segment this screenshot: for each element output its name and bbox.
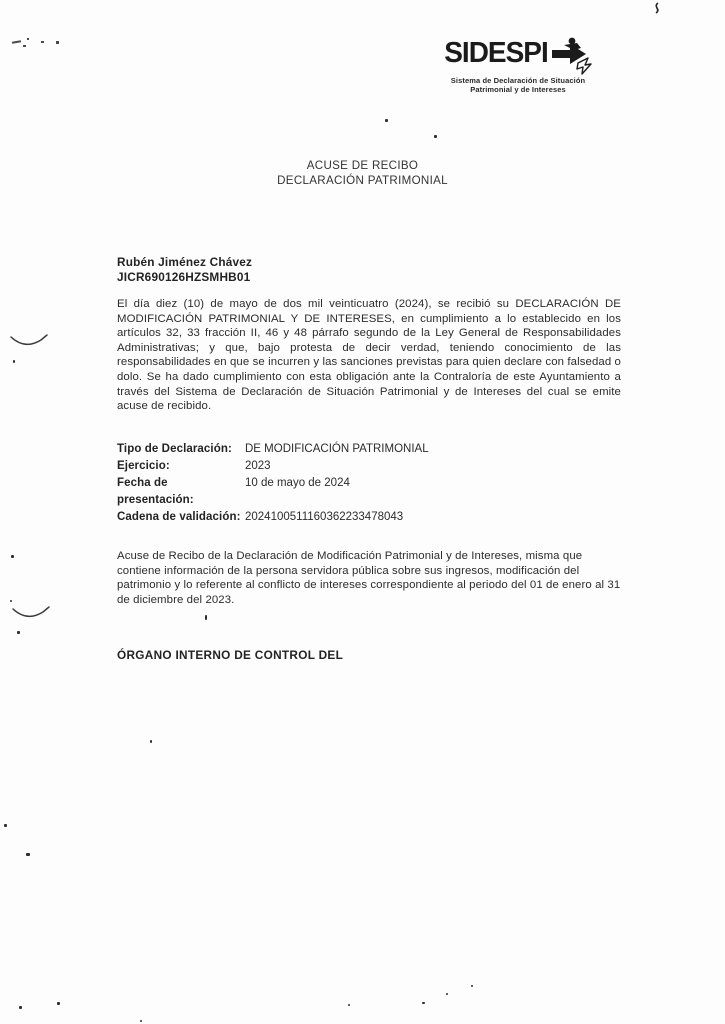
- field-value: 2024100511160362233478043: [245, 511, 404, 523]
- recipient-id: JICR690126HZSMHB01: [117, 270, 251, 284]
- scan-speck: [348, 1004, 350, 1006]
- sidespi-arrow-icon: [550, 36, 592, 76]
- field-value: 2023: [245, 460, 271, 472]
- scan-speck: [471, 985, 473, 987]
- sidespi-logo-tagline: [438, 76, 598, 94]
- scan-speck: [17, 631, 20, 634]
- field-row-ejercicio: [117, 458, 429, 475]
- scan-speck: [19, 1006, 22, 1009]
- scan-speck: [422, 1002, 425, 1004]
- title-line-1: ACUSE DE RECIBO: [306, 159, 419, 172]
- scan-speck: [205, 615, 207, 620]
- recipient-name: Rubén Jiménez Chávez: [117, 255, 253, 269]
- field-label: Ejercicio:: [117, 460, 170, 472]
- scan-speck: [10, 600, 12, 602]
- receipt-paragraph: El día diez (10) de mayo de dos mil veinticuatro (2024), se recibió su DECLARACIÓN DE MODIFICACIÓN PATRIMONIAL Y DE INTERESES, en cumplimiento a lo establecido en los artículos 32, 33 fracción II, 46 y 48 párrafo segundo de la Ley General de Responsabilidades Administrativas; y que, bajo protesta de decir verdad, teniendo conocimiento de las responsabilidades en que se incurren y las sanciones previstas para quien declare con falsedad o dolo. Se ha dado cumplimiento con esta obligación ante la Contraloría de este Ayuntamiento a través del Sistema de Declaración de Situación Patrimonial y de Intereses del cual se emite acuse de recibido.: [117, 298, 621, 413]
- summary-paragraph: Acuse de Recibo de la Declaración de Modificación Patrimonial y de Intereses, misma que contiene información de la persona servidora pública sobre sus ingresos, modificación del patrimonio y lo referente al conflicto de intereses correspondiente al periodo del 01 de enero al 31 de diciembre del 2023.: [117, 550, 621, 606]
- scan-speck: [26, 853, 30, 856]
- tagline-line-2: Patrimonial y de Intereses: [470, 85, 566, 94]
- issuing-authority-heading: ÓRGANO INTERNO DE CONTROL DEL: [117, 648, 344, 662]
- scan-speck: [434, 135, 437, 138]
- pen-mark: [56, 41, 59, 44]
- pen-mark: [41, 41, 44, 43]
- pen-mark: [12, 40, 21, 44]
- pen-swoosh: [9, 332, 49, 352]
- scan-speck: [57, 1002, 60, 1005]
- scan-speck: [13, 360, 15, 363]
- scan-speck: [150, 740, 152, 743]
- field-row-cadena-validacion: [117, 509, 429, 526]
- pen-mark: [23, 45, 26, 47]
- field-label: Cadena de validación:: [117, 511, 241, 523]
- sidespi-logo-row: [438, 38, 598, 76]
- field-row-tipo-declaracion: [117, 441, 429, 458]
- field-row-fecha-presentacion: [117, 475, 429, 509]
- ink-squiggle: [652, 2, 662, 14]
- field-value: DE MODIFICACIÓN PATRIMONIAL: [245, 443, 429, 455]
- sidespi-logo-text: SIDESPI: [444, 36, 548, 69]
- recipient-block: [117, 255, 252, 285]
- scan-speck: [385, 119, 388, 122]
- tagline-line-1: Sistema de Declaración de Situación: [450, 76, 586, 85]
- field-label: Tipo de Declaración:: [117, 443, 232, 455]
- field-value: 10 de mayo de 2024: [245, 477, 350, 489]
- declaration-fields: [117, 441, 429, 526]
- document-title: [0, 159, 725, 188]
- field-label: Fecha de presentación:: [117, 477, 194, 506]
- title-line-2: DECLARACIÓN PATRIMONIAL: [277, 173, 448, 187]
- sidespi-logo: [438, 38, 598, 94]
- scan-speck: [11, 555, 14, 558]
- scan-speck: [140, 1020, 142, 1022]
- scan-speck: [4, 824, 7, 827]
- pen-swoosh: [11, 604, 51, 624]
- scan-speck: [446, 993, 448, 995]
- pen-mark: [27, 38, 29, 40]
